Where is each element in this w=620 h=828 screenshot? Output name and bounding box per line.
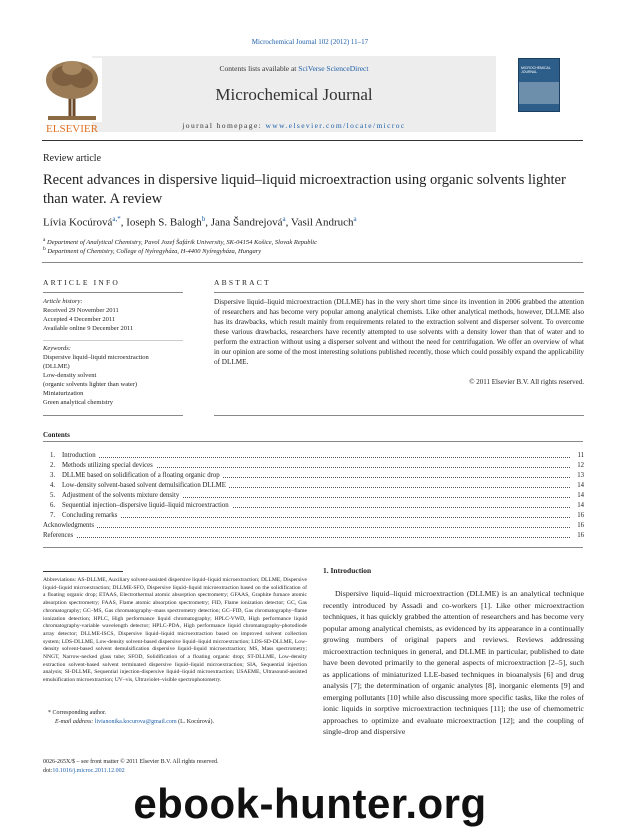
- elsevier-logo: [42, 58, 102, 134]
- toc-title[interactable]: Sequential injection–dispersive liquid–liquid microextraction: [62, 502, 229, 509]
- history-label: Article history:: [43, 298, 83, 305]
- affiliation-marker: a: [43, 237, 46, 243]
- toc-page[interactable]: 12: [574, 462, 584, 469]
- sciencedirect-link[interactable]: SciVerse ScienceDirect: [298, 64, 369, 73]
- contents-heading: Contents: [43, 431, 70, 439]
- article-info-heading: ARTICLE INFO: [43, 278, 120, 287]
- affiliation-text: Department of Analytical Chemistry, Pavol Jozef Šafárik University, SK-04154 Košice, Slovak Republic: [47, 239, 317, 247]
- toc-title[interactable]: Acknowledgments: [43, 522, 94, 529]
- toc-page[interactable]: 16: [574, 532, 584, 539]
- cover-title-text: MICROCHEMICAL JOURNAL: [521, 66, 551, 75]
- toc-number: 2.: [50, 462, 56, 469]
- author-name[interactable]: Jana Šandrejová: [210, 216, 283, 229]
- divider: [43, 547, 583, 548]
- journal-homepage: [92, 121, 496, 130]
- toc-title[interactable]: Low-density solvent-based solvent demulsification DLLME: [62, 482, 226, 489]
- toc-number: 7.: [50, 512, 56, 519]
- article-type: Review article: [43, 153, 102, 164]
- toc-page[interactable]: 16: [574, 522, 584, 529]
- keyword: Dispersive liquid–liquid microextraction: [43, 354, 149, 361]
- copyright-notice: © 2011 Elsevier B.V. All rights reserved.: [469, 378, 584, 386]
- email-suffix: (L. Kocúrová).: [176, 719, 214, 725]
- author-affil-marker[interactable]: a: [282, 215, 286, 223]
- history-accepted: Accepted 4 December 2011: [43, 316, 116, 323]
- abstract-text: Dispersive liquid–liquid microextraction (DLLME) has in the very short time since its invention in 2006 grabbed the attention of researchers and has become very popular among analytical chemists. Like other analytical methods, however, DLLME also has its drawbacks, which result mainly from requirements related to the extraction solvent and disperser solvent. To overcome these various drawbacks, researchers have recently attempted to use solvents with a density lower than that of water and to perform the extraction without using a disperser solvent and without the need for centrifugation. We offer an overview of what in our opinion are some of the most interesting solutions published recently, those which could possibly expand the applicability of DLLME.: [214, 298, 584, 366]
- author-name[interactable]: Vasil Andruch: [290, 216, 354, 229]
- affiliation-text: Department of Chemistry, College of Nyíregyháza, H-4400 Nyíregyháza, Hungary: [47, 248, 262, 256]
- watermark: ebook-hunter.org: [133, 780, 487, 827]
- toc-page[interactable]: 14: [574, 482, 584, 489]
- toc-entry[interactable]: [50, 492, 584, 502]
- doi-line: [43, 768, 125, 774]
- author-name[interactable]: Ioseph S. Balogh: [126, 216, 202, 229]
- divider: [43, 340, 183, 341]
- divider: [43, 415, 183, 416]
- history-online: Available online 9 December 2011: [43, 325, 134, 332]
- toc-title[interactable]: Introduction: [62, 452, 96, 459]
- cover-band: [519, 82, 559, 104]
- toc-number: 3.: [50, 472, 56, 479]
- contents-prefix: Contents lists available at: [219, 64, 299, 73]
- toc-page[interactable]: 11: [574, 452, 584, 459]
- toc-title[interactable]: References: [43, 532, 74, 539]
- history-received: Received 29 November 2011: [43, 307, 119, 314]
- toc-title[interactable]: Concluding remarks: [62, 512, 118, 519]
- article-title: Recent advances in dispersive liquid–liquid microextraction using organic solvents lighter than water. A review: [43, 172, 566, 207]
- toc-title[interactable]: Methods utilizing special devices: [62, 462, 153, 469]
- toc-number: 6.: [50, 502, 56, 509]
- section-rule: [42, 262, 583, 263]
- keyword: Green analytical chemistry: [43, 399, 114, 406]
- toc-page[interactable]: 14: [574, 492, 584, 499]
- keyword: Miniaturization: [43, 390, 84, 397]
- toc-entry[interactable]: [50, 472, 584, 482]
- toc-entry[interactable]: [50, 462, 584, 472]
- toc-entry[interactable]: [43, 532, 584, 542]
- author-affil-marker[interactable]: b: [201, 215, 206, 223]
- email-link[interactable]: livianonika.kocurova@gmail.com: [94, 719, 177, 725]
- keywords-label: Keywords:: [43, 345, 71, 352]
- toc-title[interactable]: Adjustment of the solvents mixture density: [62, 492, 180, 499]
- email-label: E-mail address:: [55, 719, 95, 725]
- toc-entry[interactable]: [50, 512, 584, 522]
- corresponding-author-note: * Corresponding author.: [48, 710, 107, 716]
- divider: [43, 292, 183, 293]
- introduction-text: Dispersive liquid–liquid microextraction (DLLME) is an analytical technique recently introduced by Assadi and co-workers [1]. Like other microextraction techniques, it has quickly grabbed the attention of researchers and has become very popular among analytical chemists, as evidenced by its appearance in a continually growing numbers of original papers and reviews. Reviews addressing microextraction techniques in general, and DLLME in particular, published to date have been devoted primarily to the general aspects of microextraction [2–5], such as applications of miniaturized LLE-based techniques in bioanalysis [6] and drug analysis [7]; the determination of organic analytes [8], inorganic elements [9] and emerging pollutants [10] while also discussing more specific tasks, like the roles of ionic liquids in sorptive microextraction techniques [11]; the use of chemometric approaches to optimize and evaluate microextraction [12]; and the coupling of single-drop and dispersive: [323, 589, 584, 736]
- abstract-heading: ABSTRACT: [214, 278, 271, 287]
- divider: [214, 292, 584, 293]
- author-list: Lívia Kocúrová$^{a,*}$, Ioseph S. Balogh$^b$, Jana Šandrejová$^a$, Vasil Andruch$^a$: [43, 215, 357, 229]
- author-name[interactable]: Lívia Kocúrová: [43, 216, 113, 229]
- header-rule: [42, 140, 583, 141]
- toc-entry[interactable]: [43, 522, 584, 532]
- affiliation: [43, 237, 317, 246]
- divider: [43, 441, 583, 442]
- toc-entry[interactable]: [50, 502, 584, 512]
- affiliation: [43, 246, 261, 255]
- divider: [214, 415, 584, 416]
- toc-entry[interactable]: [50, 452, 584, 462]
- toc-number: 5.: [50, 492, 56, 499]
- journal-title: Microchemical Journal: [215, 85, 373, 104]
- toc-number: 1.: [50, 452, 56, 459]
- keyword: (organic solvents lighter than water): [43, 381, 138, 388]
- keyword: Low-density solvent: [43, 372, 97, 379]
- toc-page[interactable]: 16: [574, 512, 584, 519]
- abbreviations-footnote: Abbreviations: AS-DLLME, Auxiliary solvent-assisted dispersive liquid–liquid microextraction; DLLME, Dispersive liquid–liquid microextraction; DLLME-SFO, Dispersive liquid–liquid microextraction based on the solidification of a floating organic drop; ETAAS, Electrothermal atomic absorption spectrometry; GFAAS, Graphite furnace atomic absorption spectrometry; FAAS, Flame atomic absorption spectrometry; FID, Flame ionization detector; GC, Gas chromatography; GC–MS, Gas chromatography–mass spectrometry detection; GC–FID, Gas chromatography–flame ionization detection; HPLC, High performance liquid chromatography; HPLC-VWD, High performance liquid chromatography-variable wavelength detector; HPLC-PDA, High performance liquid chromatography-photodiode array detector; DLLME-ISCS, Dispersive liquid–liquid microextraction based on improved solvent collection system; LDS-DLLME, Low-density solvent-based dispersive liquid–liquid microextraction; LDS-SD-DLLME, Low-density solvent-based solvent demulsification dispersive liquid–liquid microextraction; MS, Mass spectrometry; NNGT, Narrow-necked glass tube; SFOD, Solidification of a floating organic drop; ST-DLLME, Low-density extraction solvent-based solvent terminated dispersive liquid–liquid microextraction; SIA, Sequential injection analysis; SI-DLLME, Sequential injection-dispersive liquid–liquid microextraction; USAEME, Ultrasound-assisted emulsification microextraction; UV–vis, Ultraviolet–visible spectrophotometry.: [43, 577, 307, 684]
- homepage-prefix: journal homepage:: [182, 121, 266, 130]
- author-affil-marker[interactable]: a,*: [112, 215, 121, 223]
- affiliation-marker: b: [43, 246, 46, 252]
- issn-line: 0026-265X/$ – see front matter © 2011 Elsevier B.V. All rights reserved.: [43, 759, 219, 765]
- footnote-rule: [43, 571, 123, 572]
- elsevier-wordmark: ELSEVIER: [46, 123, 98, 134]
- toc-title[interactable]: DLLME based on solidification of a floating organic drop: [62, 472, 220, 479]
- author-affil-marker[interactable]: a: [353, 215, 357, 223]
- toc-entry[interactable]: [50, 482, 584, 492]
- toc-page[interactable]: 13: [574, 472, 584, 479]
- email-line: [55, 719, 214, 725]
- contents-availability: [92, 64, 496, 73]
- doi-link[interactable]: 10.1016/j.microc.2011.12.002: [52, 768, 125, 774]
- toc-number: 4.: [50, 482, 56, 489]
- homepage-link[interactable]: www.elsevier.com/locate/microc: [265, 121, 406, 130]
- journal-citation-line[interactable]: Microchemical Journal 102 (2012) 11–17: [251, 38, 369, 46]
- introduction-heading: 1. Introduction: [323, 566, 372, 575]
- doi-prefix: doi:: [43, 768, 53, 774]
- toc-page[interactable]: 14: [574, 502, 584, 509]
- keyword: (DLLME): [43, 363, 70, 370]
